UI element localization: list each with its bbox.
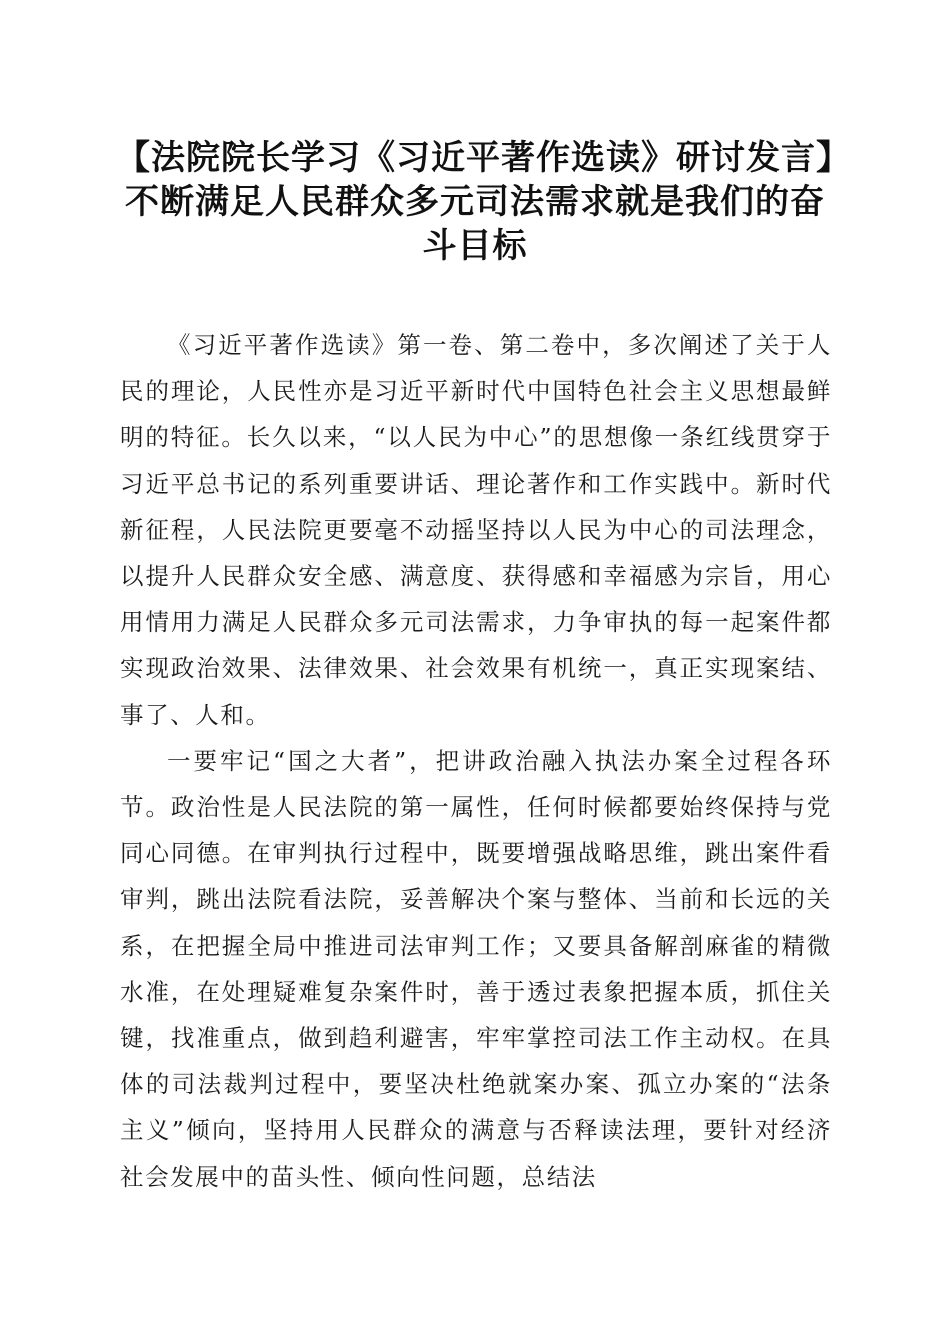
- paragraph: 一要牢记“国之大者”，把讲政治融入执法办案全过程各环节。政治性是人民法院的第一属性，任何时候都要始终保持与党同心同德。在审判执行过程中，既要增强战略思维，跳出案件看审判，跳出法院看法院，妥善解决个案与整体、当前和长远的关系，在把握全局中推进司法审判工作；又要具备解剖麻雀的精微水准，在处理疑难复杂案件时，善于透过表象把握本质，抓住关键，找准重点，做到趋利避害，牢牢掌控司法工作主动权。在具体的司法裁判过程中，要坚决杜绝就案办案、孤立办案的“法条主义”倾向，坚持用人民群众的满意与否释读法理，要针对经济社会发展中的苗头性、倾向性问题，总结法: [120, 746, 832, 1191]
- document-title: 【法院院长学习《习近平著作选读》研讨发言】不断满足人民群众多元司法需求就是我们的奋斗目标: [116, 138, 834, 266]
- paragraph: 《习近平著作选读》第一卷、第二卷中，多次阐述了关于人民的理论，人民性亦是习近平新时代中国特色社会主义思想最鲜明的特征。长久以来，“以人民为中心”的思想像一条红线贯穿于习近平总书记的系列重要讲话、理论著作和工作实践中。新时代新征程，人民法院更要毫不动摇坚持以人民为中心的司法理念，以提升人民群众安全感、满意度、获得感和幸福感为宗旨，用心用情用力满足人民群众多元司法需求，力争审执的每一起案件都实现政治效果、法律效果、社会效果有机统一，真正实现案结、事了、人和。: [120, 331, 832, 729]
- document-body: [120, 322, 832, 1200]
